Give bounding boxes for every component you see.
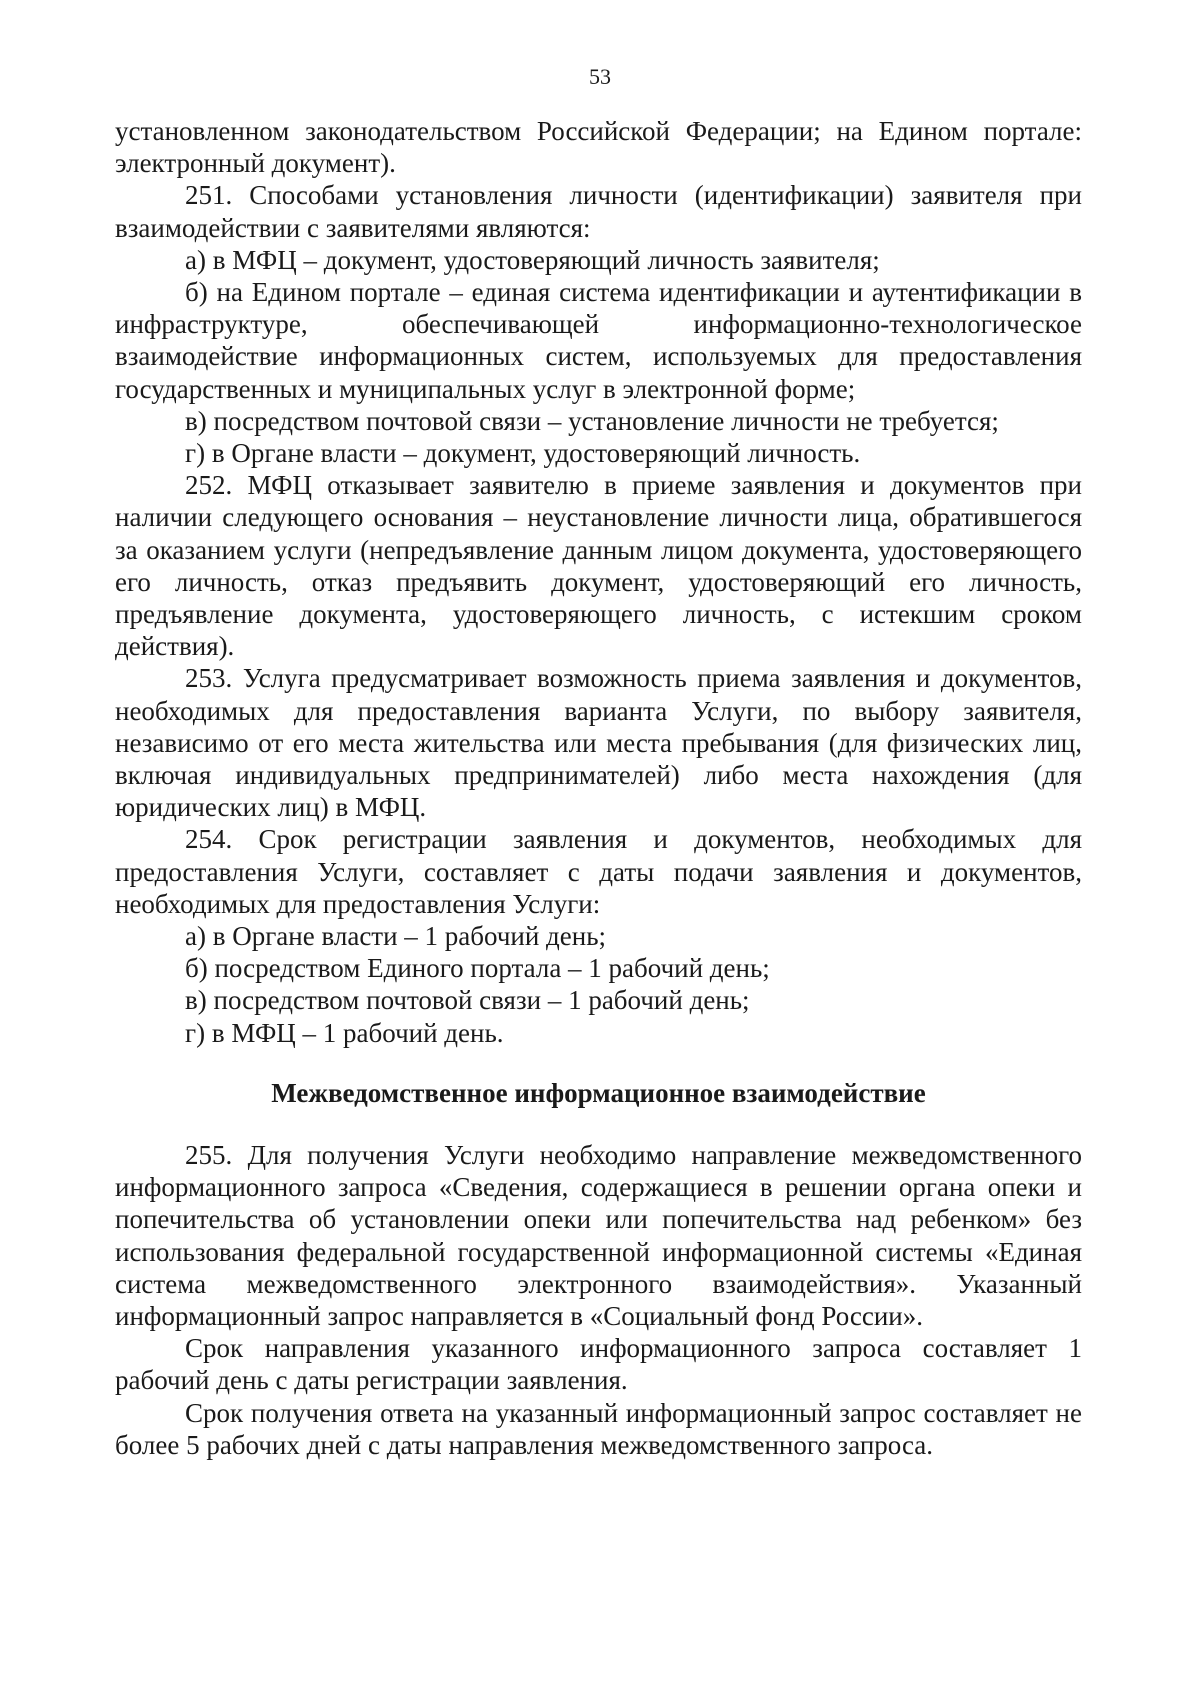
paragraph-253: 253. Услуга предусматривает возможность приема заявления и документов, необходимых для предоставления варианта Услуги, по выбору заявителя, независимо от его места жительства или места пребывания (для физических лиц, включая индивидуальных предпринимателей) либо места нахождения (для юридических лиц) в МФЦ. <box>115 663 1082 823</box>
list-item-251-b: б) на Едином портале – единая система идентификации и аутентификации в инфраструктуре, обеспечивающей информационно-технологическое взаимодействие информационных систем, используемых для предоставления государственных и муниципальных услуг в электронной форме; <box>115 277 1082 404</box>
list-item-254-b: б) посредством Единого портала – 1 рабочий день; <box>185 953 770 984</box>
paragraph-continuation: установленном законодательством Российской Федерации; на Едином портале: электронный документ). <box>115 116 1082 179</box>
paragraph-255: 255. Для получения Услуги необходимо направление межведомственного информационного запроса «Сведения, содержащиеся в решении органа опеки и попечительства об установлении опеки или попечительства над ребенком» без использования федеральной государственной информационной системы «Единая система межведомственного электронного взаимодействия». Указанный информационный запрос направляется в «Социальный фонд России». <box>115 1139 1082 1331</box>
paragraph-response-deadline: Срок получения ответа на указанный информационный запрос составляет не более 5 рабочих дней с даты направления межведомственного запроса. <box>115 1397 1082 1460</box>
list-item-254-a: а) в Органе власти – 1 рабочий день; <box>185 921 607 952</box>
paragraph-254: 254. Срок регистрации заявления и документов, необходимых для предоставления Услуги, составляет с даты подачи заявления и документов, необходимых для предоставления Услуги: <box>115 824 1082 919</box>
paragraph-request-deadline: Срок направления указанного информационного запроса составляет 1 рабочий день с даты регистрации заявления. <box>115 1333 1082 1396</box>
list-item-251-a: а) в МФЦ – документ, удостоверяющий личность заявителя; <box>185 244 880 275</box>
section-heading: Межведомственное информационное взаимодействие <box>271 1077 926 1108</box>
paragraph-252: 252. МФЦ отказывает заявителю в приеме заявления и документов при наличии следующего основания – неустановление личности лица, обратившегося за оказанием услуги (непредъявление данным лицом документа, удостоверяющего его личность, отказ предъявить документ, удостоверяющий его личность, предъявление документа, удостоверяющего личность, с истекшим сроком действия). <box>115 470 1082 662</box>
paragraph-251: 251. Способами установления личности (идентификации) заявителя при взаимодействии с заявителями являются: <box>115 180 1082 243</box>
list-item-251-v: в) посредством почтовой связи – установление личности не требуется; <box>185 405 999 436</box>
list-item-254-v: в) посредством почтовой связи – 1 рабочий день; <box>185 985 750 1016</box>
list-item-254-g: г) в МФЦ – 1 рабочий день. <box>185 1017 504 1048</box>
list-item-251-g: г) в Органе власти – документ, удостоверяющий личность. <box>185 438 861 469</box>
page-number: 53 <box>589 64 611 89</box>
page-content <box>115 115 1082 1461</box>
